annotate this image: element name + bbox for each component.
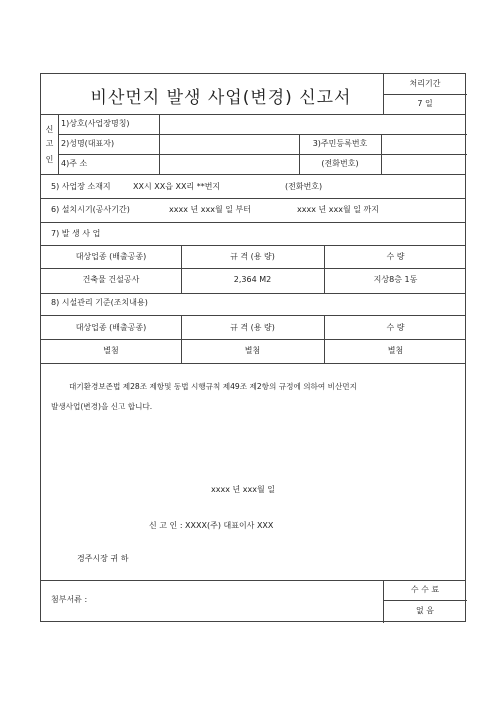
processing-period-value: 7 일 bbox=[417, 99, 433, 108]
representative-name-field[interactable] bbox=[160, 135, 298, 154]
facility-section-label: 8) 시설관리 기준(조치내용) bbox=[51, 298, 148, 307]
location-value: XX시 XX읍 XX리 **번지 bbox=[133, 182, 221, 191]
applicant-phone-field[interactable] bbox=[382, 155, 466, 174]
facility-header-type: 대상업종 (배출공종) bbox=[75, 323, 147, 332]
processing-period-label: 처리기간 bbox=[409, 79, 441, 88]
business-row-quantity: 지상8층 1동 bbox=[373, 275, 418, 284]
applicant-side-label-1: 신 bbox=[45, 125, 54, 134]
resident-number-label: 3)주민등록번호 bbox=[312, 139, 368, 148]
business-row-type: 건축물 건설공사 bbox=[82, 275, 140, 284]
statement-line-2: 발생사업(변경)을 신고 합니다. bbox=[51, 402, 153, 411]
form-title: 비산먼지 발생 사업(변경) 신고서 bbox=[90, 88, 352, 108]
address-label: 4)주 소 bbox=[61, 159, 88, 168]
business-name-field[interactable] bbox=[160, 115, 466, 134]
location-phone-label: (전화번호) bbox=[285, 182, 323, 191]
statement-line-1: 대기환경보존법 제28조 제항및 동법 시행규칙 제49조 제2항의 규정에 의하여 비산먼지 bbox=[69, 382, 357, 391]
attachments-label: 첨부서류 : bbox=[51, 595, 88, 604]
applicant-side-label-2: 고 bbox=[45, 139, 54, 148]
submission-date: xxxx 년 xxx월 일 bbox=[211, 485, 275, 494]
addressee-line: 경주시장 귀 하 bbox=[77, 554, 129, 563]
applicant-phone-label: (전화번호) bbox=[321, 159, 359, 168]
facility-row-type: 별첨 bbox=[103, 346, 119, 355]
fee-value: 없 음 bbox=[416, 606, 434, 615]
resident-number-field[interactable] bbox=[382, 135, 466, 154]
period-from: xxxx 년 xxx월 일 부터 bbox=[169, 205, 251, 214]
facility-header-spec: 규 격 (용 량) bbox=[230, 323, 275, 332]
period-label: 6) 설치시기(공사기간) bbox=[51, 205, 130, 214]
facility-header-quantity: 수 량 bbox=[386, 323, 405, 332]
business-header-spec: 규 격 (용 량) bbox=[230, 252, 275, 261]
business-name-label: 1)상호(사업장명칭) bbox=[61, 119, 130, 128]
period-to: xxxx 년 xxx월 일 까지 bbox=[297, 205, 379, 214]
business-header-type: 대상업종 (배출공종) bbox=[75, 252, 147, 261]
representative-name-label: 2)성명(대표자) bbox=[61, 139, 115, 148]
business-row-spec: 2,364 M2 bbox=[233, 275, 272, 284]
facility-row-quantity: 별첨 bbox=[387, 346, 404, 355]
business-header-quantity: 수 량 bbox=[386, 252, 405, 261]
address-field[interactable] bbox=[160, 155, 298, 174]
facility-row-spec: 별첨 bbox=[244, 346, 261, 355]
fee-label: 수 수 료 bbox=[410, 585, 440, 594]
signer-line: 신 고 인 : XXXX(주) 대표이사 XXX bbox=[149, 521, 274, 530]
location-label: 5) 사업장 소재지 bbox=[51, 182, 111, 191]
business-section-label: 7) 발 생 사 업 bbox=[51, 229, 101, 238]
report-form bbox=[40, 73, 466, 622]
applicant-side-label-3: 인 bbox=[45, 155, 54, 164]
